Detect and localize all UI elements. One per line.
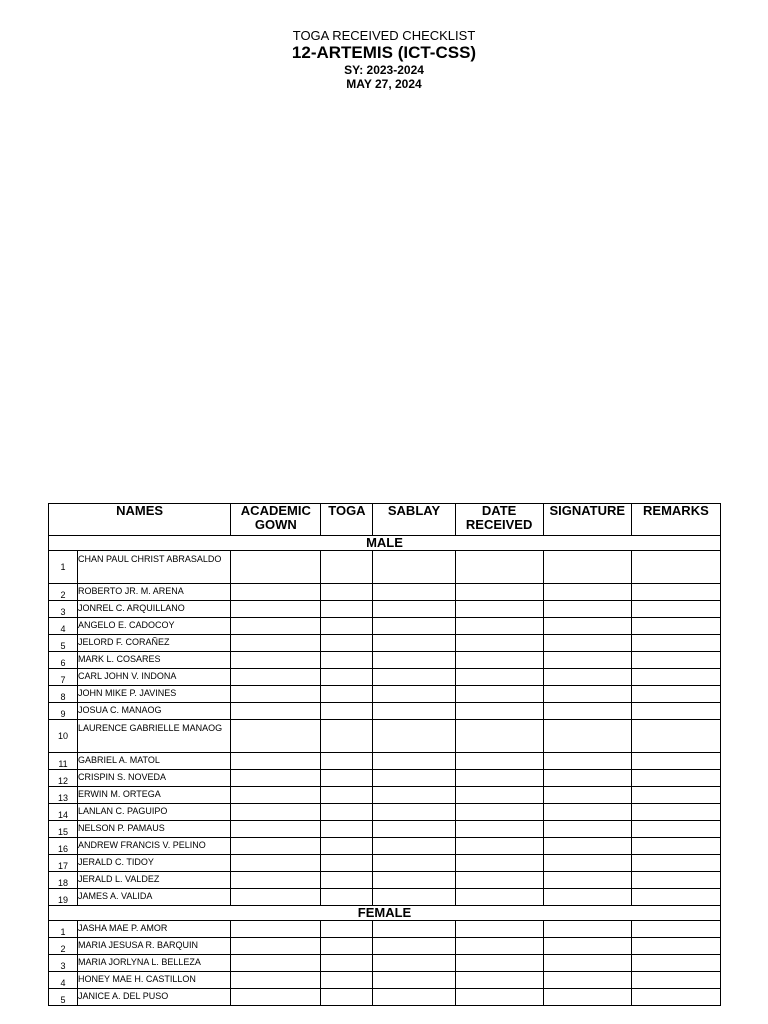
academic-gown-cell: [231, 838, 321, 855]
academic-gown-cell: [231, 989, 321, 1006]
student-name: ANGELO E. CADOCOY: [78, 618, 231, 635]
student-name: JASHA MAE P. AMOR: [78, 921, 231, 938]
toga-cell: [321, 770, 373, 787]
table-row: [49, 787, 721, 804]
row-number: 15: [49, 821, 78, 838]
column-header-toga: TOGA: [321, 504, 373, 536]
remarks-cell: [631, 686, 720, 703]
sablay-cell: [373, 838, 455, 855]
academic-gown-cell: [231, 889, 321, 906]
signature-cell: [543, 601, 631, 618]
sablay-cell: [373, 618, 455, 635]
academic-gown-cell: [231, 551, 321, 584]
academic-gown-cell: [231, 972, 321, 989]
remarks-cell: [631, 753, 720, 770]
student-name: JOHN MIKE P. JAVINES: [78, 686, 231, 703]
date-received-cell: [455, 972, 543, 989]
toga-cell: [321, 720, 373, 753]
toga-cell: [321, 753, 373, 770]
student-name: JERALD L. VALDEZ: [78, 872, 231, 889]
student-name: JOSUA C. MANAOG: [78, 703, 231, 720]
date-received-cell: [455, 821, 543, 838]
column-header-date-received: DATE RECEIVED: [455, 504, 543, 536]
date-received-cell: [455, 838, 543, 855]
toga-cell: [321, 889, 373, 906]
student-name: JONREL C. ARQUILLANO: [78, 601, 231, 618]
sablay-cell: [373, 989, 455, 1006]
student-name: ERWIN M. ORTEGA: [78, 787, 231, 804]
academic-gown-cell: [231, 872, 321, 889]
signature-cell: [543, 770, 631, 787]
academic-gown-cell: [231, 753, 321, 770]
table-row: [49, 703, 721, 720]
table-row: [49, 720, 721, 753]
student-name: JERALD C. TIDOY: [78, 855, 231, 872]
signature-cell: [543, 753, 631, 770]
academic-gown-cell: [231, 720, 321, 753]
academic-gown-cell: [231, 703, 321, 720]
school-year: SY: 2023-2024: [344, 63, 424, 77]
signature-cell: [543, 669, 631, 686]
date-received-cell: [455, 703, 543, 720]
table-row: [49, 635, 721, 652]
date-received-cell: [455, 551, 543, 584]
table-row: [49, 989, 721, 1006]
date-received-cell: [455, 635, 543, 652]
signature-cell: [543, 921, 631, 938]
toga-cell: [321, 551, 373, 584]
academic-gown-cell: [231, 601, 321, 618]
student-name: MARIA JESUSA R. BARQUIN: [78, 938, 231, 955]
row-number: 11: [49, 753, 78, 770]
sablay-cell: [373, 703, 455, 720]
toga-cell: [321, 972, 373, 989]
table-row: [49, 972, 721, 989]
toga-cell: [321, 686, 373, 703]
sablay-cell: [373, 787, 455, 804]
date-received-cell: [455, 686, 543, 703]
academic-gown-cell: [231, 669, 321, 686]
row-number: 8: [49, 686, 78, 703]
toga-cell: [321, 703, 373, 720]
signature-cell: [543, 872, 631, 889]
student-name: CARL JOHN V. INDONA: [78, 669, 231, 686]
academic-gown-cell: [231, 787, 321, 804]
remarks-cell: [631, 855, 720, 872]
row-number: 10: [49, 720, 78, 753]
row-number: 3: [49, 601, 78, 618]
row-number: 7: [49, 669, 78, 686]
remarks-cell: [631, 551, 720, 584]
row-number: 12: [49, 770, 78, 787]
toga-cell: [321, 787, 373, 804]
female-section-row: [49, 906, 721, 921]
row-number: 5: [49, 989, 78, 1006]
student-name: GABRIEL A. MATOL: [78, 753, 231, 770]
academic-gown-cell: [231, 921, 321, 938]
sablay-cell: [373, 770, 455, 787]
column-header-names: NAMES: [49, 504, 231, 536]
sablay-cell: [373, 601, 455, 618]
table-row: [49, 669, 721, 686]
signature-cell: [543, 720, 631, 753]
student-name: LANLAN C. PAGUIPO: [78, 804, 231, 821]
academic-gown-cell: [231, 618, 321, 635]
table-body: [49, 536, 721, 1006]
sablay-cell: [373, 821, 455, 838]
sablay-cell: [373, 635, 455, 652]
academic-gown-cell: [231, 770, 321, 787]
remarks-cell: [631, 838, 720, 855]
row-number: 3: [49, 955, 78, 972]
table-row: [49, 753, 721, 770]
signature-cell: [543, 584, 631, 601]
table-row: [49, 955, 721, 972]
signature-cell: [543, 635, 631, 652]
student-name: NELSON P. PAMAUS: [78, 821, 231, 838]
table-row: [49, 872, 721, 889]
toga-cell: [321, 821, 373, 838]
signature-cell: [543, 652, 631, 669]
signature-cell: [543, 686, 631, 703]
remarks-cell: [631, 955, 720, 972]
document-header: [0, 28, 768, 91]
document-date: MAY 27, 2024: [346, 77, 422, 91]
row-number: 17: [49, 855, 78, 872]
student-name: ANDREW FRANCIS V. PELINO: [78, 838, 231, 855]
date-received-cell: [455, 787, 543, 804]
toga-cell: [321, 618, 373, 635]
date-received-cell: [455, 753, 543, 770]
date-received-cell: [455, 652, 543, 669]
remarks-cell: [631, 872, 720, 889]
table-row: [49, 889, 721, 906]
signature-cell: [543, 989, 631, 1006]
signature-cell: [543, 955, 631, 972]
row-number: 1: [49, 551, 78, 584]
toga-cell: [321, 804, 373, 821]
signature-cell: [543, 938, 631, 955]
remarks-cell: [631, 669, 720, 686]
toga-cell: [321, 938, 373, 955]
remarks-cell: [631, 601, 720, 618]
academic-gown-cell: [231, 584, 321, 601]
signature-cell: [543, 703, 631, 720]
table-row: [49, 770, 721, 787]
date-received-cell: [455, 889, 543, 906]
table-row: [49, 652, 721, 669]
toga-cell: [321, 855, 373, 872]
sablay-cell: [373, 921, 455, 938]
signature-cell: [543, 787, 631, 804]
column-header-academic-gown: ACADEMIC GOWN: [231, 504, 321, 536]
remarks-cell: [631, 652, 720, 669]
remarks-cell: [631, 938, 720, 955]
table-row: [49, 601, 721, 618]
date-received-cell: [455, 669, 543, 686]
row-number: 2: [49, 938, 78, 955]
sablay-cell: [373, 584, 455, 601]
toga-cell: [321, 989, 373, 1006]
row-number: 13: [49, 787, 78, 804]
date-received-cell: [455, 584, 543, 601]
remarks-cell: [631, 889, 720, 906]
remarks-cell: [631, 618, 720, 635]
table-row: [49, 921, 721, 938]
sablay-cell: [373, 652, 455, 669]
remarks-cell: [631, 635, 720, 652]
table-header-row: [49, 504, 721, 536]
date-received-cell: [455, 855, 543, 872]
row-number: 9: [49, 703, 78, 720]
row-number: 16: [49, 838, 78, 855]
date-received-cell: [455, 770, 543, 787]
academic-gown-cell: [231, 855, 321, 872]
column-header-sablay: SABLAY: [373, 504, 455, 536]
toga-checklist-table: [48, 503, 721, 1006]
student-name: MARK L. COSARES: [78, 652, 231, 669]
toga-cell: [321, 584, 373, 601]
table-row: [49, 618, 721, 635]
academic-gown-cell: [231, 804, 321, 821]
male-section-label: MALE: [49, 536, 721, 551]
signature-cell: [543, 821, 631, 838]
sablay-cell: [373, 889, 455, 906]
female-section-label: FEMALE: [49, 906, 721, 921]
signature-cell: [543, 889, 631, 906]
student-name: JAMES A. VALIDA: [78, 889, 231, 906]
remarks-cell: [631, 972, 720, 989]
toga-cell: [321, 601, 373, 618]
date-received-cell: [455, 804, 543, 821]
date-received-cell: [455, 872, 543, 889]
sablay-cell: [373, 955, 455, 972]
sablay-cell: [373, 686, 455, 703]
table-row: [49, 838, 721, 855]
remarks-cell: [631, 989, 720, 1006]
student-name: CHAN PAUL CHRIST ABRASALDO: [78, 551, 231, 584]
academic-gown-cell: [231, 938, 321, 955]
toga-cell: [321, 669, 373, 686]
row-number: 1: [49, 921, 78, 938]
row-number: 2: [49, 584, 78, 601]
signature-cell: [543, 855, 631, 872]
sablay-cell: [373, 872, 455, 889]
remarks-cell: [631, 770, 720, 787]
sablay-cell: [373, 720, 455, 753]
student-name: JANICE A. DEL PUSO: [78, 989, 231, 1006]
remarks-cell: [631, 584, 720, 601]
signature-cell: [543, 804, 631, 821]
remarks-cell: [631, 821, 720, 838]
sablay-cell: [373, 938, 455, 955]
row-number: 5: [49, 635, 78, 652]
academic-gown-cell: [231, 955, 321, 972]
toga-cell: [321, 635, 373, 652]
column-header-signature: SIGNATURE: [543, 504, 631, 536]
sablay-cell: [373, 804, 455, 821]
student-name: ROBERTO JR. M. ARENA: [78, 584, 231, 601]
date-received-cell: [455, 989, 543, 1006]
sablay-cell: [373, 855, 455, 872]
student-name: LAURENCE GABRIELLE MANAOG: [78, 720, 231, 753]
row-number: 4: [49, 618, 78, 635]
student-name: JELORD F. CORAÑEZ: [78, 635, 231, 652]
sablay-cell: [373, 551, 455, 584]
signature-cell: [543, 838, 631, 855]
table-row: [49, 855, 721, 872]
column-header-remarks: REMARKS: [631, 504, 720, 536]
date-received-cell: [455, 618, 543, 635]
academic-gown-cell: [231, 635, 321, 652]
male-section-row: [49, 536, 721, 551]
table-row: [49, 938, 721, 955]
academic-gown-cell: [231, 686, 321, 703]
student-name: MARIA JORLYNA L. BELLEZA: [78, 955, 231, 972]
table-row: [49, 804, 721, 821]
date-received-cell: [455, 601, 543, 618]
student-name: HONEY MAE H. CASTILLON: [78, 972, 231, 989]
date-received-cell: [455, 921, 543, 938]
signature-cell: [543, 618, 631, 635]
signature-cell: [543, 551, 631, 584]
row-number: 19: [49, 889, 78, 906]
table-row: [49, 584, 721, 601]
student-name: CRISPIN S. NOVEDA: [78, 770, 231, 787]
signature-cell: [543, 972, 631, 989]
date-received-cell: [455, 720, 543, 753]
table-row: [49, 551, 721, 584]
date-received-cell: [455, 938, 543, 955]
class-section-title: 12-ARTEMIS (ICT-CSS): [291, 43, 477, 62]
date-received-cell: [455, 955, 543, 972]
remarks-cell: [631, 720, 720, 753]
toga-cell: [321, 872, 373, 889]
academic-gown-cell: [231, 652, 321, 669]
sablay-cell: [373, 753, 455, 770]
sablay-cell: [373, 669, 455, 686]
academic-gown-cell: [231, 821, 321, 838]
remarks-cell: [631, 804, 720, 821]
row-number: 14: [49, 804, 78, 821]
row-number: 4: [49, 972, 78, 989]
toga-cell: [321, 838, 373, 855]
table-row: [49, 821, 721, 838]
toga-cell: [321, 955, 373, 972]
sablay-cell: [373, 972, 455, 989]
toga-cell: [321, 921, 373, 938]
toga-cell: [321, 652, 373, 669]
remarks-cell: [631, 787, 720, 804]
document-title: TOGA RECEIVED CHECKLIST: [292, 28, 476, 43]
row-number: 6: [49, 652, 78, 669]
remarks-cell: [631, 921, 720, 938]
row-number: 18: [49, 872, 78, 889]
table-row: [49, 686, 721, 703]
remarks-cell: [631, 703, 720, 720]
